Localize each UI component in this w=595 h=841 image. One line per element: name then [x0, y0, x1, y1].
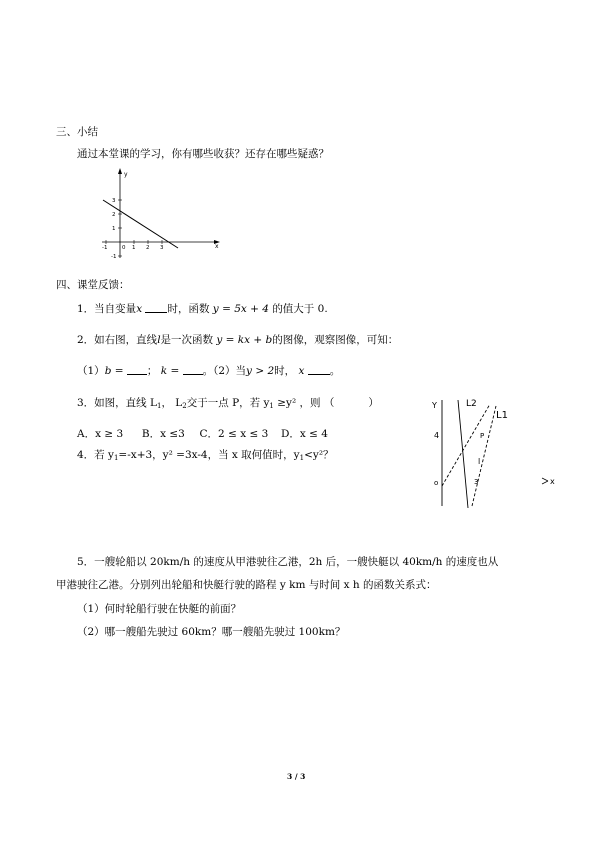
fig1-tick-x: 3	[160, 245, 164, 251]
fig2-four-label: 4	[434, 431, 440, 440]
question-5-line-1: 5．一艘轮船以 20km/h 的速度从甲港驶往乙港，2h 后，一艘快艇以 40km/h 的速度也从	[77, 556, 499, 568]
page-number: 3 / 3	[287, 772, 306, 781]
question-2: 2．如右图，直线l是一次函数 y = kx + b的图像，观察图像，可知：	[77, 334, 399, 346]
question-3: 3．如图，直线 $L_1$， $L_2$交于一点 P，若 $y_1 \ge y^2$ ，则 （ ）	[77, 397, 379, 410]
fig1-tick-x: 1	[132, 245, 136, 251]
fig1-tick-x: 2	[146, 245, 150, 251]
answer-blank-x[interactable]	[308, 364, 330, 375]
fig2-o-label: o	[434, 479, 439, 487]
fig2-l-label: l	[478, 457, 481, 466]
question-3-options	[77, 427, 328, 441]
fig2-three-label: 3	[474, 478, 479, 486]
fig1-axis-x-label: x	[215, 243, 219, 250]
section-heading-summary: 三、小结	[56, 126, 98, 138]
fig2-axis-y-label: Y	[432, 401, 437, 410]
question-5-sub-2: （2）哪一艘船先驶过 60km？哪一艘船先驶过 100km？	[77, 626, 346, 638]
fig1-tick-y: 3	[112, 198, 116, 204]
section-heading-feedback: 四、课堂反馈：	[56, 279, 130, 291]
fig2-l2-label: L2	[466, 399, 477, 409]
fig1-tick-x: 0	[122, 245, 126, 251]
fig1-tick-y: 1	[112, 226, 116, 232]
question-5-line-2: 甲港驶往乙港。分别列出轮船和快艇行驶的路程 y km 与时间 x h 的函数关系式：	[56, 579, 437, 591]
fig2-p-label: P	[480, 432, 485, 440]
fig1-tick-x: -1	[102, 245, 108, 251]
answer-blank-k[interactable]	[183, 364, 203, 375]
figure-line-graph	[98, 166, 224, 262]
answer-blank-b[interactable]	[127, 364, 147, 375]
question-1: 1．当自变量x 时，函数 y = 5x + 4 的值大于 0.	[77, 303, 328, 315]
fig1-axis-y-label: y	[124, 171, 128, 178]
option-d[interactable]: D．x ≤ 4	[280, 428, 328, 440]
question-2-sub: （1）b = ； k = 。（2）当y > 2时， x 。	[77, 365, 341, 377]
fig2-axis-x-label: x	[550, 477, 555, 486]
fig1-tick-y: 2	[112, 212, 116, 218]
option-c[interactable]: C．2 ≤ x ≤ 3	[199, 428, 269, 440]
option-a[interactable]: A．x ≥ 3	[77, 428, 124, 440]
fig1-tick-y: -1	[111, 254, 117, 260]
option-b[interactable]: B．x ≤3	[141, 428, 185, 440]
summary-prompt: 通过本堂课的学习，你有哪些收获？还存在哪些疑惑？	[77, 148, 329, 160]
fig2-l1-label: L1	[496, 410, 508, 421]
answer-blank[interactable]	[145, 302, 167, 313]
question-4: 4．若 $y_1=-x+3$，y² =3x-4，当 x 取何值时，$y_1<y^2$？	[77, 449, 334, 462]
question-5-sub-1: （1）何时轮船行驶在快艇的前面？	[77, 603, 242, 615]
figure-two-lines	[420, 390, 570, 514]
